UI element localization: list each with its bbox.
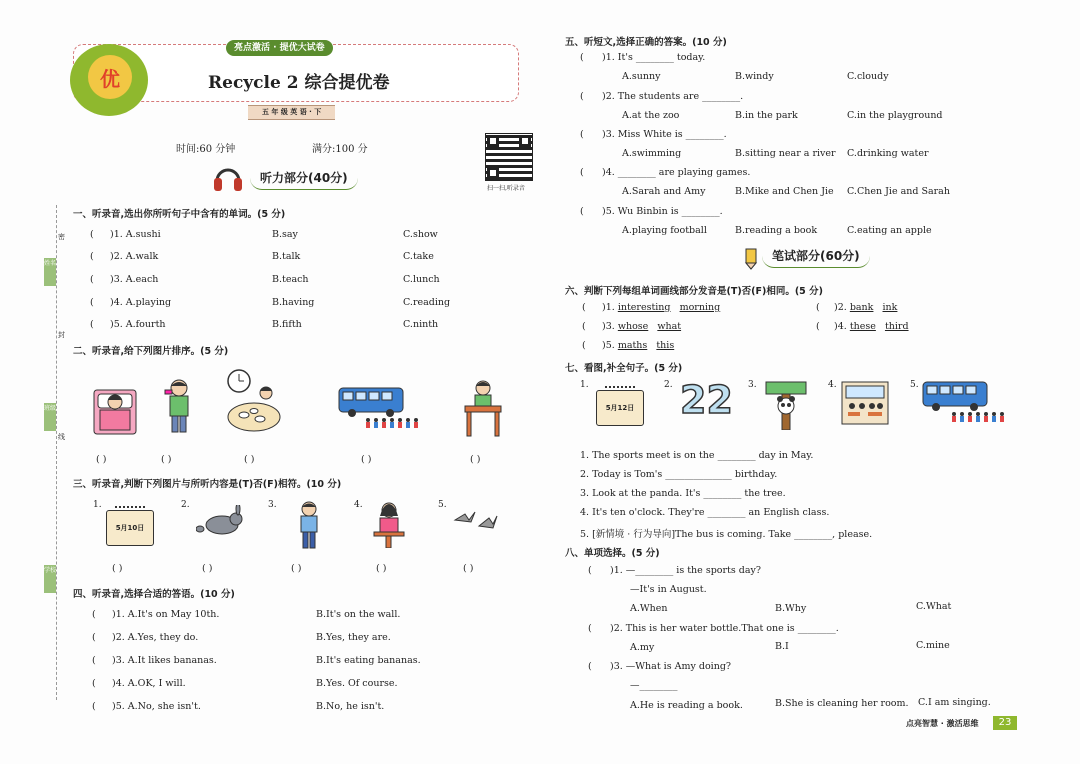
q5-option-a: A.playing football [622,225,707,236]
answer-paren[interactable]: ( [580,206,584,217]
q5-option-b: B.in the park [735,110,798,121]
answer-paren[interactable]: ( [92,609,96,620]
boy-brushing-image [162,378,196,434]
bus-children-image [338,386,422,434]
classroom-image [840,380,890,426]
answer-paren[interactable]: ( ) [463,563,474,574]
you-badge: 优 [88,55,132,99]
pencil-icon [742,247,760,271]
answer-paren[interactable]: ( ) [96,454,107,465]
answer-paren[interactable]: ( [90,319,94,330]
answer-paren[interactable]: ( [580,167,584,178]
qr-corner [487,135,499,147]
answer-paren[interactable]: ( [90,274,94,285]
margin-char: 封 [58,331,65,339]
number-22-image: 22 [680,378,733,422]
q1-option-b: B.fifth [272,319,302,330]
q8-question: )1. —________ is the sports day? [610,565,761,576]
answer-paren[interactable]: ( ) [244,454,255,465]
q1-option-b: B.say [272,229,298,240]
q4-option-a: )4. A.OK, I will. [112,678,186,689]
q1-option-a: )1. A.sushi [110,229,161,240]
q4-option-a: )5. A.No, she isn't. [112,701,201,712]
answer-paren[interactable]: ( [816,321,820,332]
q8-option: B.Why [775,603,807,614]
q7-num: 5. [910,380,919,390]
q7-title: 七、看图,补全句子。(5 分) [565,363,683,374]
q6-item: )1. interesting morning [602,302,721,313]
girl-reading-image [372,500,406,548]
q5-option-c: C.drinking water [847,148,929,159]
bus-children-image [922,380,1008,428]
q1-option-a: )5. A.fourth [110,319,166,330]
qr-corner [487,167,499,179]
q5-question: )3. Miss White is ________. [602,129,727,140]
q5-option-b: B.windy [735,71,774,82]
page-title: Recycle 2 综合提优卷 [208,73,390,93]
answer-paren[interactable]: ( [92,655,96,666]
time-label: 时间:60 分钟 [176,144,236,155]
q1-option-c: C.reading [403,297,451,308]
q3-num: 2. [181,500,190,510]
girl-in-bed-image [92,380,138,436]
margin-char: 密 [58,233,65,241]
q4-option-b: B.No, he isn't. [316,701,385,712]
q8-option: C.What [916,601,952,612]
q5-option-a: A.Sarah and Amy [622,186,706,197]
answer-paren[interactable]: ( [92,678,96,689]
q5-question: )2. The students are ________. [602,91,744,102]
q8-reply: —________ [630,680,678,691]
q7-num: 2. [664,380,673,390]
qr-caption: 扫一扫,听录音 [487,185,525,192]
q5-question: )5. Wu Binbin is ________. [602,206,723,217]
answer-paren[interactable]: ( [90,251,94,262]
q8-option: B.I [775,641,789,652]
answer-paren[interactable]: ( [582,321,586,332]
answer-paren[interactable]: ( [816,302,820,313]
q4-option-b: B.Yes, they are. [316,632,391,643]
answer-paren[interactable]: ( [582,302,586,313]
birds-image [453,508,499,532]
page-number: 23 [993,716,1017,730]
q8-option: A.He is reading a book. [630,700,743,711]
q6-item: )2. bank ink [834,302,898,313]
q5-option-a: A.at the zoo [622,110,680,121]
q1-option-c: C.show [403,229,438,240]
q5-question: )1. It's ________ today. [602,52,706,63]
q1-option-c: C.ninth [403,319,439,330]
q7-sentence: 1. The sports meet is on the ________ day in May. [580,450,814,461]
score-label: 满分:100 分 [312,144,368,155]
answer-paren[interactable]: ( ) [161,454,172,465]
margin-name-tag: 姓名 [44,258,56,286]
q8-reply: —It's in August. [630,584,707,595]
qr-corner [519,135,531,147]
grade-ribbon: 五 年 级 英 语 · 下 [248,105,335,120]
q1-option-a: )4. A.playing [110,297,172,308]
q7-num: 4. [828,380,837,390]
calendar-image: 5月10日 [106,510,154,546]
q8-option: A.my [630,642,655,653]
calendar-image: 5月12日 [596,390,644,426]
boy-eating-image [294,500,324,550]
q1-option-b: B.having [272,297,315,308]
q3-title: 三、听录音,判断下列图片与所听内容是(T)否(F)相符。(10 分) [73,479,342,490]
q3-num: 5. [438,500,447,510]
q8-option: A.When [630,603,668,614]
answer-paren[interactable]: ( ) [470,454,481,465]
q3-num: 1. [93,500,102,510]
q6-item: )5. maths this [602,340,675,351]
q8-option: C.mine [916,640,950,651]
binding-line [56,205,57,700]
q3-num: 4. [354,500,363,510]
q4-option-b: B.It's eating bananas. [316,655,421,666]
answer-paren[interactable]: ( ) [376,563,387,574]
breakfast-clock-image [226,367,286,435]
banner: 亮点激活 · 提优大试卷 [226,40,333,56]
q1-option-c: C.lunch [403,274,440,285]
answer-paren[interactable]: ( [90,229,94,240]
q4-option-a: )3. A.It likes bananas. [112,655,217,666]
answer-paren[interactable]: ( [588,565,592,576]
q4-title: 四、听录音,选择合适的答语。(10 分) [73,589,235,600]
q1-option-b: B.talk [272,251,301,262]
answer-paren[interactable]: ( ) [112,563,123,574]
q1-option-a: )3. A.each [110,274,159,285]
answer-paren[interactable]: ( [588,623,592,634]
q5-option-c: C.eating an apple [847,225,932,236]
q8-question: )2. This is her water bottle.That one is ________. [610,623,839,634]
headphones-icon [212,163,244,193]
q8-title: 八、单项选择。(5 分) [565,548,660,559]
q7-num: 1. [580,380,589,390]
q5-option-c: C.Chen Jie and Sarah [847,186,950,197]
boy-at-desk-image [463,378,503,438]
q8-option: B.She is cleaning her room. [775,698,909,709]
margin-char: 线 [58,433,65,441]
q1-title: 一、听录音,选出你所听句子中含有的单词。(5 分) [73,209,286,220]
q5-title: 五、听短文,选择正确的答案。(10 分) [565,37,727,48]
answer-paren[interactable]: ( [90,297,94,308]
q8-question: )3. —What is Amy doing? [610,661,731,672]
q4-option-a: )1. A.It's on May 10th. [112,609,220,620]
q1-option-a: )2. A.walk [110,251,159,262]
margin-school-tag: 学校 [44,565,56,593]
q5-option-c: C.cloudy [847,71,889,82]
answer-paren[interactable]: ( ) [361,454,372,465]
q5-option-c: C.in the playground [847,110,943,121]
q5-option-b: B.sitting near a river [735,148,836,159]
rabbit-image [196,505,246,537]
q2-title: 二、听录音,给下列图片排序。(5 分) [73,346,229,357]
q5-option-a: A.sunny [622,71,661,82]
q4-option-a: )2. A.Yes, they do. [112,632,199,643]
q1-option-b: B.teach [272,274,309,285]
answer-paren[interactable]: ( [588,661,592,672]
q6-item: )3. whose what [602,321,682,332]
answer-paren[interactable]: ( ) [291,563,302,574]
margin-class-tag: 班级 [44,403,56,431]
q5-option-a: A.swimming [622,148,682,159]
q1-option-c: C.take [403,251,434,262]
q7-sentence: 5. [新情境 · 行为导向]The bus is coming. Take ________, please. [580,529,873,540]
q4-option-b: B.Yes. Of course. [316,678,398,689]
q5-question: )4. ________ are playing games. [602,167,751,178]
q5-option-b: B.Mike and Chen Jie [735,186,834,197]
q7-sentence: 3. Look at the panda. It's ________ the tree. [580,488,786,499]
q5-option-b: B.reading a book [735,225,818,236]
answer-paren[interactable]: ( [582,340,586,351]
answer-paren[interactable]: ( ) [202,563,213,574]
q8-option: C.I am singing. [918,697,991,708]
panda-tree-image [764,380,808,430]
answer-paren[interactable]: ( [580,129,584,140]
listening-section-title: 听力部分(40分) [250,168,358,190]
answer-paren[interactable]: ( [92,701,96,712]
q7-num: 3. [748,380,757,390]
q7-sentence: 4. It's ten o'clock. They're ________ an English class. [580,507,830,518]
q4-option-b: B.It's on the wall. [316,609,401,620]
q3-num: 3. [268,500,277,510]
writing-section-title: 笔试部分(60分) [762,246,870,268]
answer-paren[interactable]: ( [580,91,584,102]
answer-paren[interactable]: ( [580,52,584,63]
q6-item: )4. these third [834,321,909,332]
footer-slogan: 点亮智慧 · 激活思维 [906,719,979,728]
answer-paren[interactable]: ( [92,632,96,643]
q6-title: 六、判断下列每组单词画线部分发音是(T)否(F)相同。(5 分) [565,286,823,297]
q7-sentence: 2. Today is Tom's ______________ birthday. [580,469,778,480]
